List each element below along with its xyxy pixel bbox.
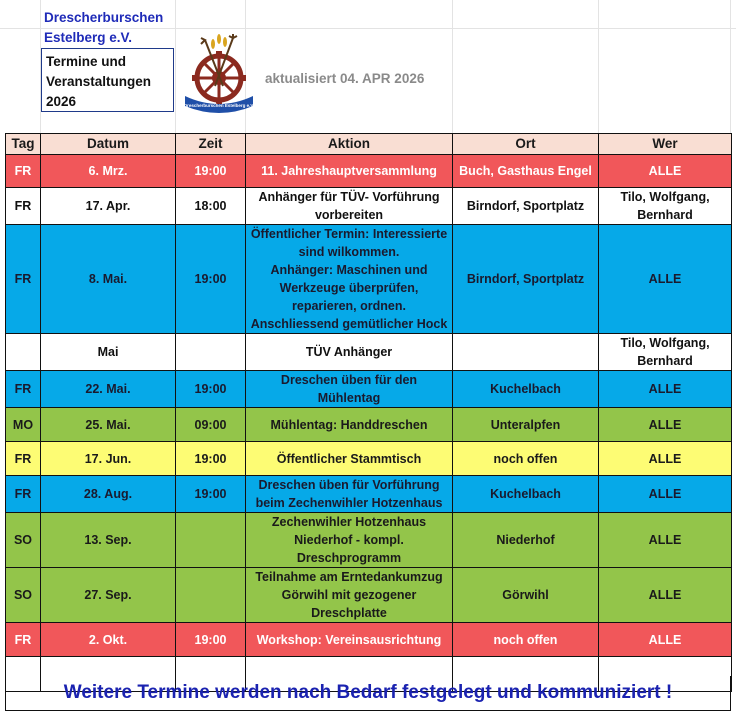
cell-datum: 17. Apr. [41, 188, 176, 225]
cell-aktion: Dreschen üben für den Mühlentag [246, 371, 453, 408]
title-line-3: 2026 [46, 94, 77, 109]
cell-ort: noch offen [453, 442, 599, 476]
cell-wer: ALLE [599, 225, 732, 334]
cell-ort: Niederhof [453, 513, 599, 568]
cell-aktion: Dreschen üben für Vorführung beim Zechenwihler Hotzenhaus [246, 476, 453, 513]
cell-ort: Unteralpfen [453, 408, 599, 442]
table-row [6, 568, 732, 623]
cell-zeit: 19:00 [176, 476, 246, 513]
gridline [452, 0, 453, 133]
cell-ort: Buch, Gasthaus Engel [453, 155, 599, 188]
club-logo [183, 34, 255, 116]
cell-tag [6, 334, 41, 371]
schedule-table [5, 133, 732, 692]
footer-notice: Weitere Termine werden nach Bedarf festgelegt und kommuniziert ! [5, 676, 731, 711]
cell-aktion: Öffentlicher Stammtisch [246, 442, 453, 476]
cell-zeit: 19:00 [176, 371, 246, 408]
table-row [6, 623, 732, 657]
table-row [6, 408, 732, 442]
cell-datum: 8. Mai. [41, 225, 176, 334]
table-row [6, 334, 732, 371]
cell-aktion: TÜV Anhänger [246, 334, 453, 371]
cell-aktion: Workshop: Vereinsausrichtung [246, 623, 453, 657]
table-row [6, 371, 732, 408]
cell-tag: FR [6, 623, 41, 657]
cell-wer: ALLE [599, 155, 732, 188]
table-row [6, 513, 732, 568]
cell-zeit: 19:00 [176, 225, 246, 334]
cell-datum: Mai [41, 334, 176, 371]
cell-ort [453, 334, 599, 371]
cell-ort: Birndorf, Sportplatz [453, 188, 599, 225]
cell-tag: SO [6, 568, 41, 623]
cell-tag: MO [6, 408, 41, 442]
col-header-tag: Tag [6, 134, 41, 155]
cell-aktion: 11. Jahreshauptversammlung [246, 155, 453, 188]
cell-datum: 6. Mrz. [41, 155, 176, 188]
cell-datum: 17. Jun. [41, 442, 176, 476]
table-row [6, 188, 732, 225]
cell-tag: FR [6, 442, 41, 476]
table-row [6, 476, 732, 513]
schedule-title-box [41, 48, 174, 112]
cell-zeit: 09:00 [176, 408, 246, 442]
cell-aktion: Öffentlicher Termin: Interessierte sind wilkommen. Anhänger: Maschinen und Werkzeuge überprüfen, reparieren, ordnen. Anschliessend gemütlicher Hock [246, 225, 453, 334]
cell-aktion: Anhänger für TÜV- Vorführung vorbereiten [246, 188, 453, 225]
cell-tag: SO [6, 513, 41, 568]
cell-wer: ALLE [599, 408, 732, 442]
cell-zeit [176, 568, 246, 623]
table-row [6, 442, 732, 476]
cell-zeit: 19:00 [176, 155, 246, 188]
cell-datum: 13. Sep. [41, 513, 176, 568]
table-row [6, 225, 732, 334]
cell-zeit [176, 513, 246, 568]
cell-ort: Görwihl [453, 568, 599, 623]
cell-ort: noch offen [453, 623, 599, 657]
cell-tag: FR [6, 225, 41, 334]
col-header-ort: Ort [453, 134, 599, 155]
organization-name [44, 8, 163, 48]
col-header-wer: Wer [599, 134, 732, 155]
cell-ort: Kuchelbach [453, 476, 599, 513]
title-line-2: Veranstaltungen [46, 74, 152, 89]
cell-zeit: 18:00 [176, 188, 246, 225]
cell-wer: ALLE [599, 568, 732, 623]
cell-datum: 27. Sep. [41, 568, 176, 623]
cell-tag: FR [6, 188, 41, 225]
cell-datum: 22. Mai. [41, 371, 176, 408]
cell-wer: ALLE [599, 371, 732, 408]
cell-ort: Kuchelbach [453, 371, 599, 408]
org-line-1: Drescherburschen [44, 10, 164, 25]
table-header-row [6, 134, 732, 155]
gridline [598, 0, 599, 133]
gridline [175, 0, 176, 133]
cell-tag: FR [6, 155, 41, 188]
table-row [6, 155, 732, 188]
title-line-1: Termine und [46, 54, 127, 69]
col-header-zeit: Zeit [176, 134, 246, 155]
cell-ort: Birndorf, Sportplatz [453, 225, 599, 334]
cell-wer: Tilo, Wolfgang, Bernhard [599, 334, 732, 371]
gridline [730, 0, 731, 133]
cell-wer: ALLE [599, 623, 732, 657]
cell-aktion: Teilnahme am Erntedankumzug Görwihl mit gezogener Dreschplatte [246, 568, 453, 623]
cell-aktion: Zechenwihler Hotzenhaus Niederhof - kompl. Dreschprogramm [246, 513, 453, 568]
cell-zeit: 19:00 [176, 623, 246, 657]
col-header-datum: Datum [41, 134, 176, 155]
org-line-2: Estelberg e.V. [44, 30, 133, 45]
cell-datum: 25. Mai. [41, 408, 176, 442]
cell-datum: 28. Aug. [41, 476, 176, 513]
cell-wer: Tilo, Wolfgang, Bernhard [599, 188, 732, 225]
logo-banner-text: Drescherburschen Estelberg e.V. [183, 103, 255, 108]
cell-tag: FR [6, 476, 41, 513]
cell-zeit: 19:00 [176, 442, 246, 476]
last-updated: aktualisiert 04. APR 2026 [265, 71, 425, 86]
cell-tag: FR [6, 371, 41, 408]
cell-aktion: Mühlentag: Handdreschen [246, 408, 453, 442]
cell-wer: ALLE [599, 513, 732, 568]
cell-wer: ALLE [599, 476, 732, 513]
cell-wer: ALLE [599, 442, 732, 476]
cell-datum: 2. Okt. [41, 623, 176, 657]
cell-zeit [176, 334, 246, 371]
col-header-aktion: Aktion [246, 134, 453, 155]
